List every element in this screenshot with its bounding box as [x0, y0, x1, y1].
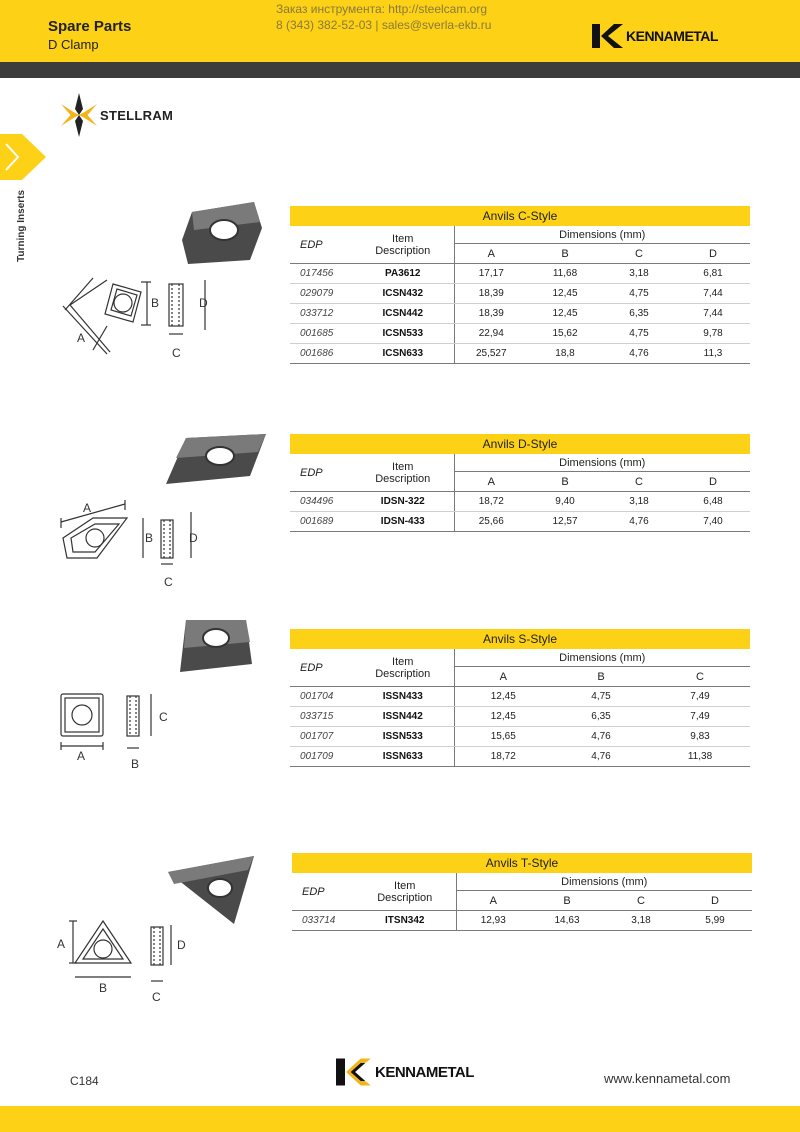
contact-line-2[interactable]: 8 (343) 382-52-03 | sales@sverla-ekb.ru	[276, 18, 492, 32]
svg-text:B: B	[131, 757, 140, 771]
header-title: Spare Parts	[48, 18, 132, 35]
kennametal-k-icon	[592, 24, 624, 48]
desc-cell: ITSN342	[354, 911, 456, 931]
stellram-wordmark: STELLRAM	[100, 107, 174, 123]
table-row	[290, 727, 750, 747]
c-style-anvil-image	[180, 200, 264, 266]
d-cell: 7,44	[676, 284, 750, 304]
c-cell: 4,75	[602, 284, 676, 304]
table-row	[290, 512, 750, 532]
col-b-header: B	[552, 667, 650, 687]
a-cell: 12,45	[454, 707, 552, 727]
col-c-header: C	[650, 667, 750, 687]
table-row	[290, 264, 750, 284]
svg-text:C: C	[152, 990, 161, 1004]
item-header-line2: Description	[377, 891, 433, 904]
b-cell: 4,75	[552, 687, 650, 707]
a-cell: 25,527	[454, 344, 528, 364]
contact-line-1[interactable]: Заказ инструмента: http://steelcam.org	[276, 2, 488, 16]
svg-text:A: A	[77, 331, 86, 345]
desc-cell: ISSN633	[352, 747, 454, 767]
item-header-line1: Item	[392, 655, 414, 668]
table-title: Anvils C-Style	[290, 206, 750, 226]
b-cell: 9,40	[528, 492, 602, 512]
header-stripe	[0, 62, 800, 78]
table-title: Anvils S-Style	[290, 629, 750, 649]
a-cell: 25,66	[454, 512, 528, 532]
col-c-header: C	[602, 472, 676, 492]
s-style-table	[290, 629, 750, 767]
svg-text:A: A	[77, 749, 86, 763]
edp-cell: 001709	[290, 747, 352, 767]
edp-cell: 001686	[290, 344, 352, 364]
a-cell: 18,72	[454, 747, 552, 767]
desc-cell: ISSN442	[352, 707, 454, 727]
edp-cell: 001704	[290, 687, 352, 707]
svg-text:D: D	[177, 938, 186, 952]
table-row	[290, 687, 750, 707]
a-cell: 12,93	[456, 911, 530, 931]
item-header	[352, 226, 454, 264]
edp-header: EDP	[290, 454, 352, 492]
kennametal-k-icon	[336, 1058, 372, 1086]
c-cell: 11,38	[650, 747, 750, 767]
svg-text:A: A	[83, 501, 92, 515]
edp-cell: 017456	[290, 264, 352, 284]
d-cell: 7,44	[676, 304, 750, 324]
table-title: Anvils D-Style	[290, 434, 750, 454]
item-header	[352, 649, 454, 687]
dimensions-header: Dimensions (mm)	[456, 873, 752, 891]
desc-cell: ICSN442	[352, 304, 454, 324]
item-header-line1: Item	[392, 460, 414, 473]
svg-text:B: B	[145, 531, 154, 545]
kennametal-logo-header	[592, 24, 718, 48]
desc-cell: PA3612	[352, 264, 454, 284]
svg-text:C: C	[159, 710, 168, 724]
c-cell: 4,75	[602, 324, 676, 344]
table-row	[290, 324, 750, 344]
a-cell: 18,72	[454, 492, 528, 512]
footer-url-link[interactable]: www.kennametal.com	[604, 1071, 731, 1086]
c-cell: 3,18	[602, 492, 676, 512]
edp-cell: 001685	[290, 324, 352, 344]
b-cell: 12,57	[528, 512, 602, 532]
t-style-table	[292, 853, 752, 931]
col-a-header: A	[454, 472, 528, 492]
desc-cell: ISSN533	[352, 727, 454, 747]
col-a-header: A	[456, 891, 530, 911]
d-style-anvil-image	[160, 432, 270, 488]
table-row	[290, 707, 750, 727]
table-row	[290, 492, 750, 512]
svg-text:B: B	[151, 296, 160, 310]
svg-text:B: B	[99, 981, 108, 995]
chevron-tab-icon	[0, 134, 46, 180]
item-header-line2: Description	[375, 472, 431, 485]
edp-cell: 034496	[290, 492, 352, 512]
edp-header: EDP	[290, 649, 352, 687]
item-header-line2: Description	[375, 244, 431, 257]
desc-cell: ICSN633	[352, 344, 454, 364]
table-row	[290, 747, 750, 767]
kennametal-wordmark: KENNAMETAL	[375, 1063, 474, 1081]
col-a-header: A	[454, 244, 528, 264]
svg-text:C: C	[172, 346, 181, 360]
a-cell: 12,45	[454, 687, 552, 707]
kennametal-logo-footer	[336, 1058, 474, 1086]
c-cell: 9,83	[650, 727, 750, 747]
d-cell: 11,3	[676, 344, 750, 364]
d-cell: 7,40	[676, 512, 750, 532]
side-section-label: Turning Inserts	[16, 189, 27, 262]
c-cell: 4,76	[602, 512, 676, 532]
b-cell: 18,8	[528, 344, 602, 364]
svg-text:C: C	[164, 575, 173, 589]
b-cell: 12,45	[528, 284, 602, 304]
edp-cell: 033714	[292, 911, 354, 931]
col-d-header: D	[676, 244, 750, 264]
edp-header: EDP	[292, 873, 354, 911]
b-cell: 12,45	[528, 304, 602, 324]
a-cell: 18,39	[454, 284, 528, 304]
dimensions-header: Dimensions (mm)	[454, 454, 750, 472]
item-header-line1: Item	[394, 879, 416, 892]
d-style-dimension-diagram	[55, 498, 215, 593]
dimensions-header: Dimensions (mm)	[454, 226, 750, 244]
svg-text:D: D	[199, 296, 208, 310]
c-cell: 6,35	[602, 304, 676, 324]
a-cell: 15,65	[454, 727, 552, 747]
item-header-line1: Item	[392, 232, 414, 245]
footer-bar	[0, 1106, 800, 1132]
b-cell: 15,62	[528, 324, 602, 344]
c-style-table	[290, 206, 750, 364]
desc-cell: IDSN-433	[352, 512, 454, 532]
item-header-line2: Description	[375, 667, 431, 680]
desc-cell: ICSN533	[352, 324, 454, 344]
edp-header: EDP	[290, 226, 352, 264]
b-cell: 4,76	[552, 747, 650, 767]
d-cell: 6,48	[676, 492, 750, 512]
s-style-anvil-image	[176, 616, 256, 676]
b-cell: 14,63	[530, 911, 604, 931]
table-row	[290, 304, 750, 324]
dimensions-header: Dimensions (mm)	[454, 649, 750, 667]
desc-cell: ICSN432	[352, 284, 454, 304]
col-c-header: C	[604, 891, 678, 911]
t-style-dimension-diagram	[55, 915, 205, 1005]
stellram-logo	[60, 92, 173, 138]
item-header	[352, 454, 454, 492]
table-title: Anvils T-Style	[292, 853, 752, 873]
col-d-header: D	[676, 472, 750, 492]
table-row	[290, 344, 750, 364]
col-d-header: D	[678, 891, 752, 911]
a-cell: 17,17	[454, 264, 528, 284]
header-subtitle: D Clamp	[48, 37, 99, 52]
edp-cell: 001707	[290, 727, 352, 747]
stellram-star-icon	[60, 92, 98, 138]
header-contact	[276, 1, 491, 33]
s-style-dimension-diagram	[55, 690, 205, 772]
table-row	[292, 911, 752, 931]
c-cell: 7,49	[650, 707, 750, 727]
col-b-header: B	[530, 891, 604, 911]
svg-text:A: A	[57, 937, 66, 951]
b-cell: 6,35	[552, 707, 650, 727]
c-cell: 3,18	[604, 911, 678, 931]
b-cell: 11,68	[528, 264, 602, 284]
c-cell: 7,49	[650, 687, 750, 707]
kennametal-wordmark: KENNAMETAL	[626, 28, 718, 44]
c-cell: 3,18	[602, 264, 676, 284]
edp-cell: 033712	[290, 304, 352, 324]
d-cell: 5,99	[678, 911, 752, 931]
b-cell: 4,76	[552, 727, 650, 747]
table-row	[290, 284, 750, 304]
col-a-header: A	[454, 667, 552, 687]
a-cell: 18,39	[454, 304, 528, 324]
item-header	[354, 873, 456, 911]
desc-cell: ISSN433	[352, 687, 454, 707]
col-b-header: B	[528, 472, 602, 492]
a-cell: 22,94	[454, 324, 528, 344]
d-cell: 6,81	[676, 264, 750, 284]
c-cell: 4,76	[602, 344, 676, 364]
col-b-header: B	[528, 244, 602, 264]
c-style-dimension-diagram	[55, 270, 225, 365]
col-c-header: C	[602, 244, 676, 264]
d-style-table	[290, 434, 750, 532]
svg-text:D: D	[189, 531, 198, 545]
d-cell: 9,78	[676, 324, 750, 344]
page-number: C184	[70, 1074, 99, 1088]
edp-cell: 029079	[290, 284, 352, 304]
edp-cell: 001689	[290, 512, 352, 532]
desc-cell: IDSN-322	[352, 492, 454, 512]
edp-cell: 033715	[290, 707, 352, 727]
